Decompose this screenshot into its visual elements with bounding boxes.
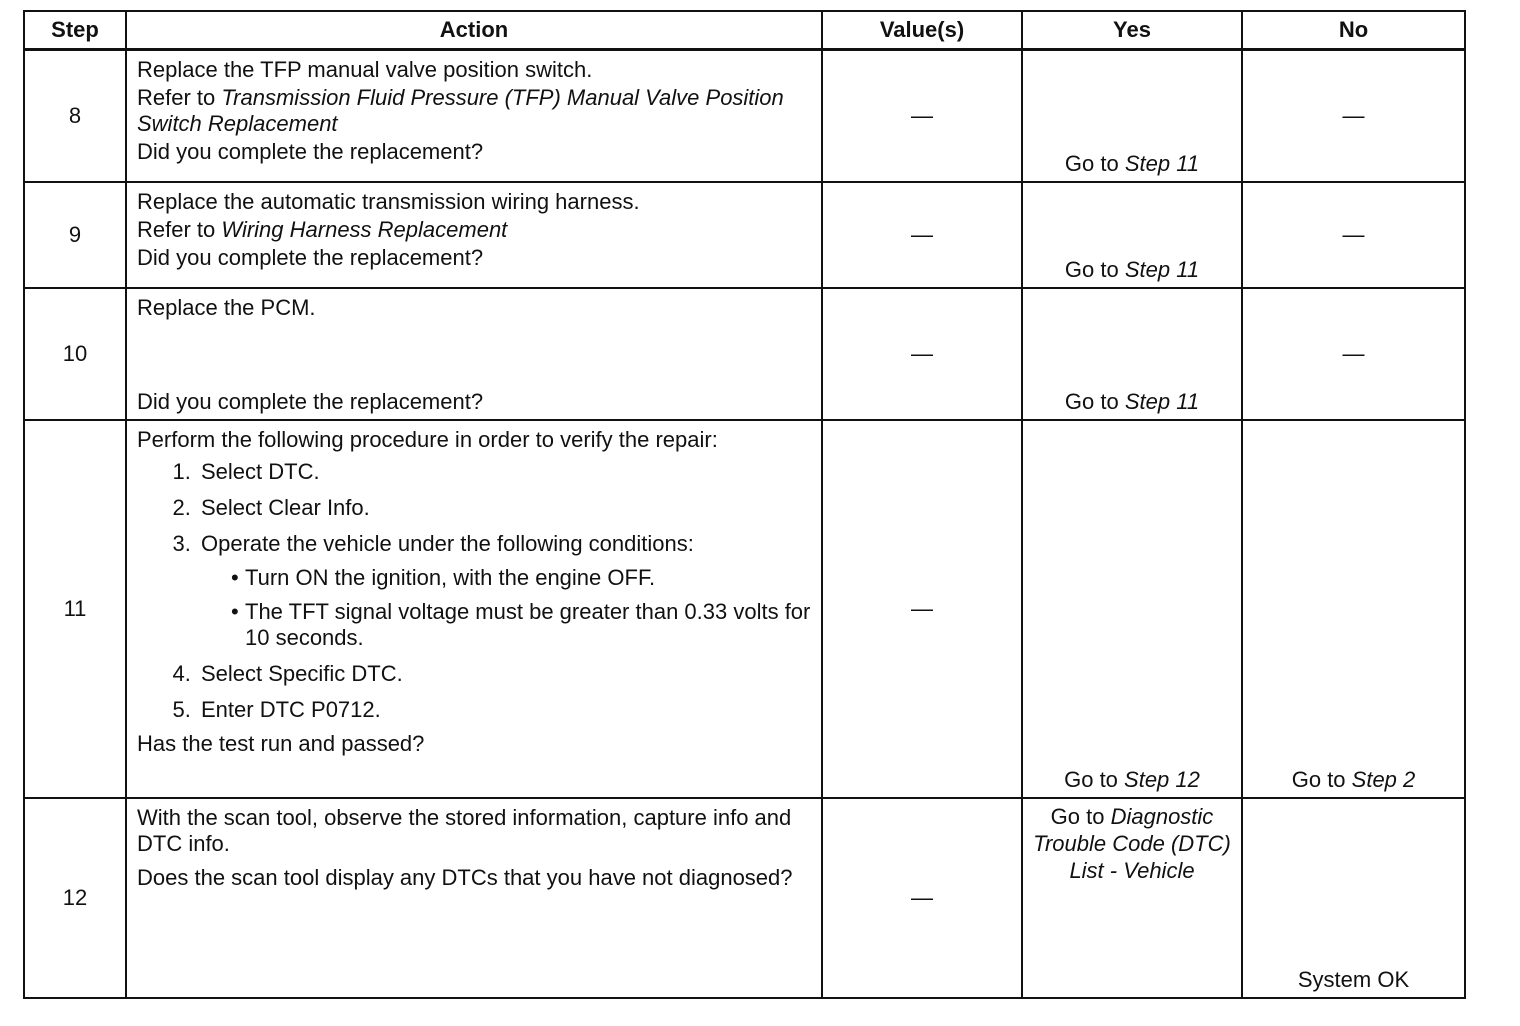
yes-cell — [1022, 182, 1242, 288]
list-item: • The TFT signal voltage must be greater than 0.33 volts for 10 seconds. — [231, 598, 811, 650]
value-dash: — — [911, 221, 933, 247]
yes-goto[interactable]: Go to Diagnostic Trouble Code (DTC) List - Vehicle — [1033, 803, 1231, 883]
value-cell — [822, 182, 1022, 288]
step-number: 10 — [24, 288, 126, 420]
no-goto[interactable]: Go to Step 2 — [1291, 766, 1416, 792]
list-item: 4. Select Specific DTC. — [197, 661, 811, 687]
step-number: 12 — [24, 798, 126, 998]
action-text: Replace the PCM. — [137, 294, 316, 320]
no-cell — [1242, 288, 1465, 420]
value-dash: — — [911, 340, 933, 366]
action-question: Did you complete the replacement? — [137, 139, 484, 164]
yes-goto[interactable]: Go to Step 12 — [1064, 766, 1200, 792]
diagnostic-table — [23, 10, 1466, 999]
yes-cell — [1022, 798, 1242, 998]
yes-goto[interactable]: Go to Step 11 — [1064, 150, 1200, 176]
value-cell — [822, 420, 1022, 798]
action-text: Replace the automatic transmission wiring harness. — [137, 188, 640, 214]
no-cell — [1242, 182, 1465, 288]
value-dash: — — [911, 102, 933, 128]
table-row — [24, 420, 1465, 798]
value-dash: — — [911, 595, 933, 621]
action-question: Does the scan tool display any DTCs that you have not diagnosed? — [137, 864, 793, 890]
action-refer: Refer to Wiring Harness Replacement — [137, 216, 508, 242]
procedure-list — [137, 459, 811, 723]
no-dash: — — [1342, 102, 1365, 128]
no-cell — [1242, 50, 1465, 182]
yes-cell — [1022, 420, 1242, 798]
action-intro: Perform the following procedure in order to verify the repair: — [137, 426, 718, 452]
table-row — [24, 50, 1465, 182]
action-text: With the scan tool, observe the stored information, capture info and DTC info. — [137, 804, 792, 856]
header-action: Action — [126, 11, 822, 50]
header-values: Value(s) — [822, 11, 1022, 50]
step-number: 11 — [24, 420, 126, 798]
action-cell — [126, 420, 822, 798]
yes-cell — [1022, 288, 1242, 420]
list-item: 2. Select Clear Info. — [197, 495, 811, 521]
step-number: 8 — [24, 50, 126, 182]
yes-goto[interactable]: Go to Step 11 — [1064, 388, 1200, 414]
action-question: Has the test run and passed? — [137, 730, 425, 756]
list-item: 1. Select DTC. — [197, 459, 811, 485]
table-row — [24, 288, 1465, 420]
refer-link[interactable]: Wiring Harness Replacement — [221, 216, 508, 242]
bullet-icon: • — [231, 598, 239, 624]
action-cell — [126, 182, 822, 288]
header-yes: Yes — [1022, 11, 1242, 50]
list-item: • Turn ON the ignition, with the engine OFF. — [231, 564, 656, 590]
value-cell — [822, 50, 1022, 182]
action-cell — [126, 798, 822, 998]
header-no: No — [1242, 11, 1465, 50]
refer-link[interactable]: Transmission Fluid Pressure (TFP) Manual Valve Position Switch Replacement — [137, 85, 784, 136]
header-step: Step — [24, 11, 126, 50]
table-row — [24, 182, 1465, 288]
action-question: Did you complete the replacement? — [137, 244, 484, 270]
no-dash: — — [1342, 340, 1365, 366]
list-item: 5. Enter DTC P0712. — [197, 697, 811, 723]
value-cell — [822, 798, 1022, 998]
condition-list — [201, 565, 811, 651]
list-item: 3. Operate the vehicle under the following conditions: • Turn ON the ignition, with the engine OFF. • The TFT signal voltage must be greater than 0.33 volts for 10 seconds. — [197, 531, 811, 651]
action-cell — [126, 50, 822, 182]
no-result: System OK — [1297, 966, 1410, 992]
action-refer: Refer to Transmission Fluid Pressure (TFP) Manual Valve Position Switch Replacement — [137, 85, 784, 136]
action-question: Did you complete the replacement? — [137, 388, 484, 414]
bullet-icon: • — [231, 564, 239, 590]
table-row — [24, 798, 1465, 998]
header-row — [24, 11, 1465, 50]
action-text: Replace the TFP manual valve position switch. — [137, 57, 593, 82]
no-dash: — — [1342, 221, 1365, 247]
step-number: 9 — [24, 182, 126, 288]
yes-goto[interactable]: Go to Step 11 — [1064, 256, 1200, 282]
action-cell — [126, 288, 822, 420]
yes-cell — [1022, 50, 1242, 182]
no-cell — [1242, 420, 1465, 798]
no-cell — [1242, 798, 1465, 998]
value-cell — [822, 288, 1022, 420]
value-dash: — — [911, 884, 933, 910]
